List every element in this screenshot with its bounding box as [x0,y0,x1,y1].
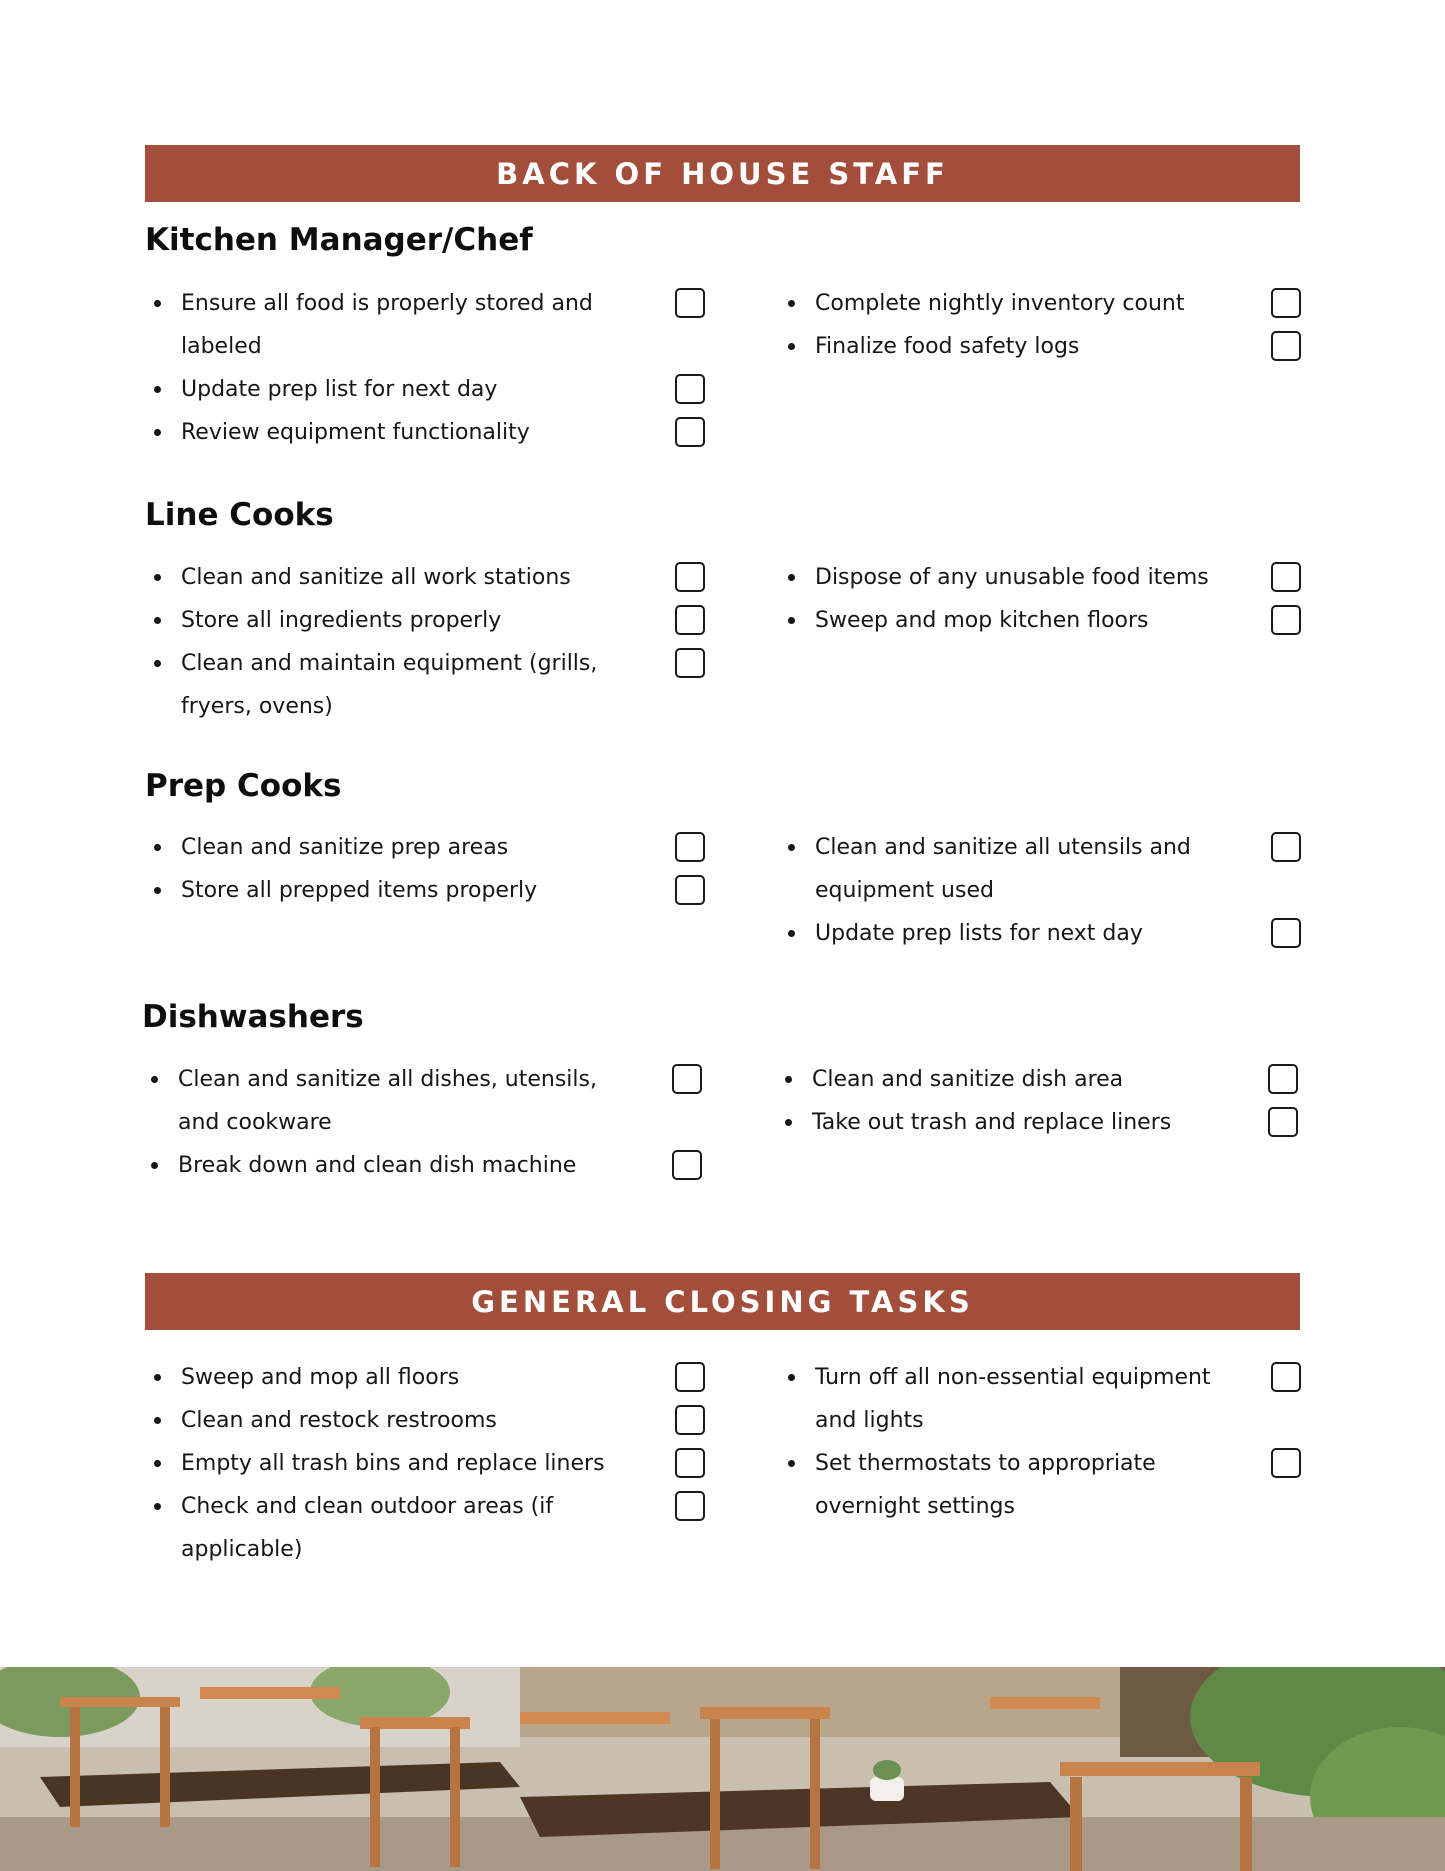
back-of-house-banner [145,145,1300,202]
task-item: Clean and sanitize dish area [776,1058,1298,1101]
prep-cooks-list-right [779,826,1301,955]
task-checkbox[interactable] [675,1362,705,1392]
general-closing-banner [145,1273,1300,1330]
line-cooks-list-right [779,556,1301,642]
task-item: Dispose of any unusable food items [779,556,1301,599]
task-item: Store all ingredients properly [145,599,705,642]
task-item: Clean and restock restrooms [145,1399,705,1442]
task-checkbox[interactable] [1271,918,1301,948]
prep-cooks-list-left [145,826,705,912]
task-item: Review equipment functionality [145,411,705,454]
task-checkbox[interactable] [675,374,705,404]
task-item: Clean and maintain equipment (grills, fryers, ovens) [145,642,705,728]
task-item: Clean and sanitize all dishes, utensils, and cookware [142,1058,702,1144]
task-checkbox[interactable] [1268,1064,1298,1094]
task-checkbox[interactable] [1268,1107,1298,1137]
task-checkbox[interactable] [675,1405,705,1435]
task-item: Finalize food safety logs [779,325,1301,368]
task-checkbox[interactable] [1271,1448,1301,1478]
task-checkbox[interactable] [1271,288,1301,318]
task-item: Sweep and mop kitchen floors [779,599,1301,642]
kitchen-manager-list-right [779,282,1301,368]
task-checkbox[interactable] [675,288,705,318]
task-checkbox[interactable] [672,1150,702,1180]
task-checkbox[interactable] [675,605,705,635]
task-item: Check and clean outdoor areas (if applicable) [145,1485,705,1571]
task-item: Take out trash and replace liners [776,1101,1298,1144]
section-heading-kitchen-manager: Kitchen Manager/Chef [145,222,533,258]
patio-photo [0,1667,1445,1871]
task-item: Break down and clean dish machine [142,1144,702,1187]
task-checkbox[interactable] [1271,331,1301,361]
task-checkbox[interactable] [675,832,705,862]
task-checkbox[interactable] [675,1491,705,1521]
section-heading-line-cooks: Line Cooks [145,497,334,533]
general-closing-list-left [145,1356,705,1571]
task-checkbox[interactable] [675,875,705,905]
task-item: Sweep and mop all floors [145,1356,705,1399]
task-item: Clean and sanitize all work stations [145,556,705,599]
task-checkbox[interactable] [675,648,705,678]
kitchen-manager-list-left [145,282,705,454]
task-checkbox[interactable] [675,562,705,592]
task-checkbox[interactable] [1271,605,1301,635]
task-item: Complete nightly inventory count [779,282,1301,325]
dishwashers-list-left [142,1058,702,1187]
task-checkbox[interactable] [1271,562,1301,592]
task-item: Store all prepped items properly [145,869,705,912]
task-item: Set thermostats to appropriate overnight settings [779,1442,1301,1528]
general-closing-list-right [779,1356,1301,1528]
task-item: Ensure all food is properly stored and labeled [145,282,705,368]
task-checkbox[interactable] [675,1448,705,1478]
patio-photo-illustration [0,1667,1445,1871]
task-item: Empty all trash bins and replace liners [145,1442,705,1485]
task-item: Clean and sanitize prep areas [145,826,705,869]
task-checkbox[interactable] [1271,832,1301,862]
section-heading-prep-cooks: Prep Cooks [145,768,342,804]
general-closing-title: GENERAL CLOSING TASKS [471,1284,974,1319]
task-item: Turn off all non-essential equipment and lights [779,1356,1301,1442]
task-checkbox[interactable] [675,417,705,447]
task-item: Clean and sanitize all utensils and equipment used [779,826,1301,912]
task-checkbox[interactable] [672,1064,702,1094]
line-cooks-list-left [145,556,705,728]
task-checkbox[interactable] [1271,1362,1301,1392]
task-item: Update prep list for next day [145,368,705,411]
back-of-house-title: BACK OF HOUSE STAFF [496,156,949,191]
section-heading-dishwashers: Dishwashers [142,999,364,1035]
task-item: Update prep lists for next day [779,912,1301,955]
dishwashers-list-right [776,1058,1298,1144]
